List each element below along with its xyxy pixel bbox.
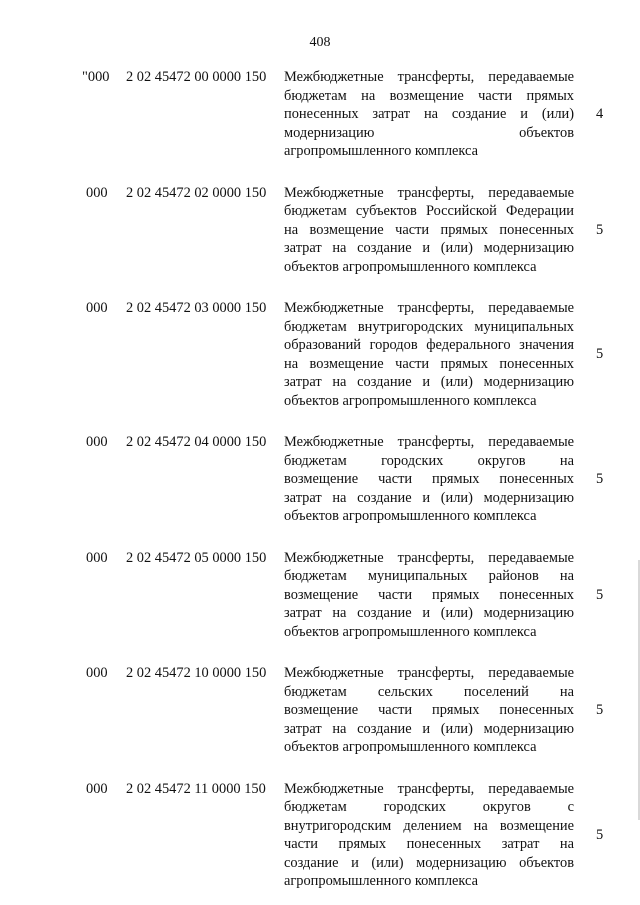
description-line: Межбюджетные трансферты, передаваемые (284, 300, 574, 316)
budget-classification-code: 2 02 45472 03 0000 150 (126, 300, 267, 316)
description-line: Межбюджетные трансферты, передаваемые (284, 184, 574, 201)
code-cell (86, 184, 267, 203)
table-row (0, 433, 640, 526)
description-cell (284, 68, 574, 161)
description-line: агропромышленного комплекса (284, 873, 478, 889)
description-line: на возмещение части прямых понесенных (284, 355, 574, 372)
admin-code: 000 (86, 434, 108, 450)
description-line: объектов агропромышленного комплекса (284, 508, 537, 524)
description-line: возмещение части прямых понесенных (284, 702, 574, 718)
description-line: возмещение части прямых понесенных (284, 586, 574, 603)
description-line: возмещение части прямых понесенных (284, 471, 574, 487)
description-cell (284, 433, 574, 526)
admin-code: 000 (86, 665, 108, 681)
description-line: части прямых понесенных затрат на (284, 836, 574, 852)
description-line: затрат на создание и (или) модернизацию (284, 720, 574, 737)
description-line: объектов агропромышленного комплекса (284, 258, 537, 275)
table-row (0, 549, 640, 642)
value-cell: 4 (596, 106, 604, 122)
admin-code: "000 (82, 69, 110, 85)
description-line: агропромышленного комплекса (284, 143, 478, 159)
description-line: Межбюджетные трансферты, передаваемые (284, 780, 574, 797)
description-line: создание и (или) модернизацию объектов (284, 854, 574, 871)
budget-classification-code: 2 02 45472 02 0000 150 (126, 184, 267, 201)
admin-code: 000 (86, 300, 108, 316)
table-row (0, 68, 640, 161)
value-cell: 5 (596, 471, 604, 487)
table-row (0, 664, 640, 757)
description-line: бюджетам внутригородских муниципальных (284, 318, 574, 335)
description-line: бюджетам сельских поселений на (284, 683, 574, 700)
description-line: затрат на создание и (или) модернизацию (284, 489, 574, 506)
budget-classification-code: 2 02 45472 11 0000 150 (126, 780, 266, 797)
description-line: объектов агропромышленного комплекса (284, 392, 537, 409)
description-line: объектов агропромышленного комплекса (284, 623, 537, 640)
description-line: объектов агропромышленного комплекса (284, 739, 537, 755)
admin-code: 000 (86, 780, 108, 797)
description-line: бюджетам городских округов на (284, 452, 574, 469)
value-cell: 5 (596, 826, 604, 843)
description-line: бюджетам субъектов Российской Федерации (284, 203, 574, 219)
page-number: 408 (309, 35, 331, 50)
budget-classification-code: 2 02 45472 05 0000 150 (126, 549, 267, 566)
code-cell (86, 433, 267, 452)
description-cell (284, 780, 574, 891)
value-cell: 5 (596, 586, 604, 603)
budget-classification-code: 2 02 45472 10 0000 150 (126, 665, 267, 681)
description-line: модернизацию объектов (284, 124, 574, 141)
description-line: бюджетам муниципальных районов на (284, 568, 574, 584)
code-cell (86, 299, 267, 318)
description-line: Межбюджетные трансферты, передаваемые (284, 549, 574, 566)
budget-classification-code: 2 02 45472 04 0000 150 (126, 434, 267, 450)
description-line: затрат на создание и (или) модернизацию (284, 240, 574, 256)
description-cell (284, 549, 574, 642)
description-line: Межбюджетные трансферты, передаваемые (284, 665, 574, 681)
code-cell (82, 68, 267, 87)
description-line: внутригородским делением на возмещение (284, 817, 574, 834)
description-line: Межбюджетные трансферты, передаваемые (284, 69, 574, 85)
description-line: образований городов федерального значения (284, 337, 574, 353)
description-line: на возмещение части прямых понесенных (284, 221, 574, 238)
budget-classification-code: 2 02 45472 00 0000 150 (126, 69, 267, 85)
description-line: затрат на создание и (или) модернизацию (284, 374, 574, 390)
table-row (0, 299, 640, 410)
description-cell (284, 299, 574, 410)
description-line: понесенных затрат на создание и (или) (284, 106, 574, 122)
admin-code: 000 (86, 184, 108, 201)
code-cell (86, 664, 267, 683)
description-cell (284, 184, 574, 277)
table-row (0, 184, 640, 277)
description-cell (284, 664, 574, 757)
description-line: затрат на создание и (или) модернизацию (284, 605, 574, 621)
description-line: Межбюджетные трансферты, передаваемые (284, 434, 574, 450)
code-cell (86, 780, 266, 799)
value-cell: 5 (596, 221, 604, 238)
admin-code: 000 (86, 549, 108, 566)
description-line: бюджетам городских округов с (284, 799, 574, 815)
value-cell: 5 (596, 702, 604, 718)
description-line: бюджетам на возмещение части прямых (284, 87, 574, 104)
code-cell (86, 549, 267, 568)
value-cell: 5 (596, 346, 604, 363)
table-row (0, 780, 640, 891)
